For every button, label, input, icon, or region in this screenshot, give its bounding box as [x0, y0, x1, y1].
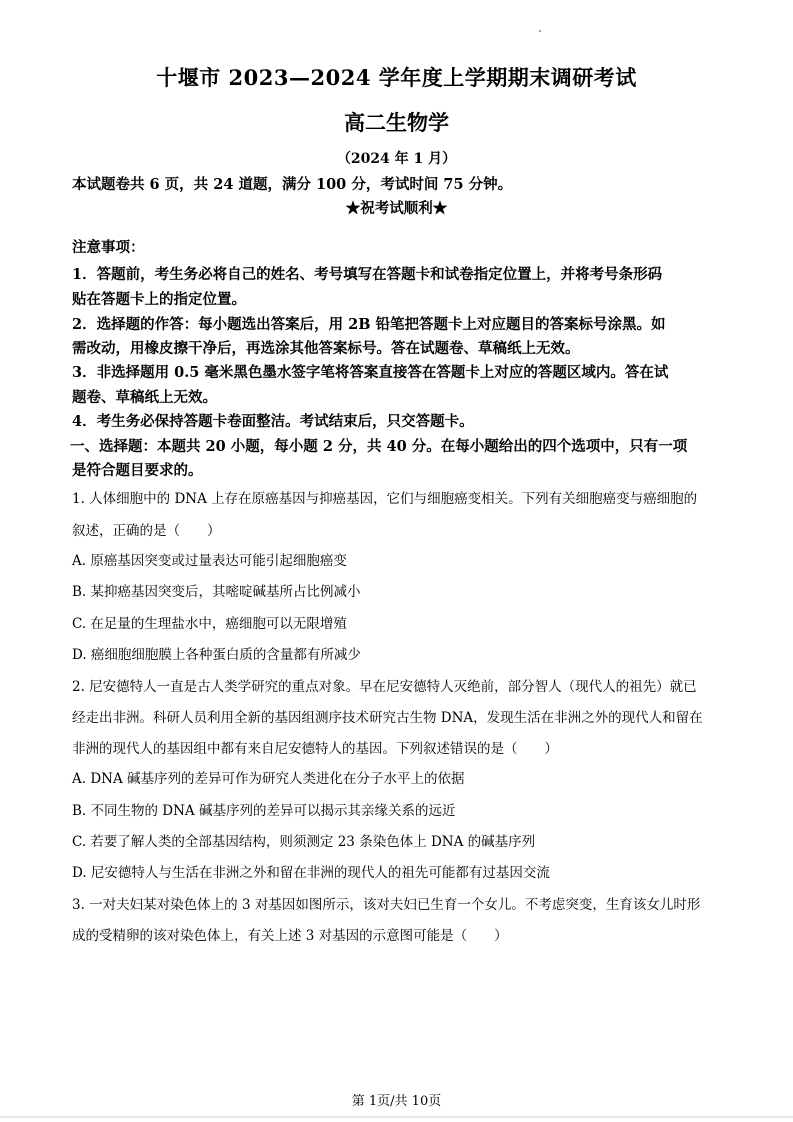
note-line: 3．非选择题用 0.5 毫米黑色墨水签字笔将答案直接答在答题卡上对应的答题区域内。答在试 [72, 364, 669, 381]
notes-heading: 注意事项： [72, 239, 145, 256]
exam-title: 十堰市 2023—2024 学年度上学期期末调研考试 [156, 65, 637, 90]
exam-info: 本试题卷共 6 页，共 24 道题，满分 100 分，考试时间 75 分钟。 [72, 176, 513, 193]
question-1-option-d: D. 癌细胞细胞膜上各种蛋白质的含量都有所减少 [72, 647, 361, 663]
blessing: ★祝考试顺利★ [345, 200, 448, 217]
page-number: 第 1页/共 10页 [351, 1094, 442, 1109]
question-2-stem: 非洲的现代人的基因组中都有来自尼安德特人的基因。下列叙述错误的是（ ） [72, 741, 558, 757]
question-3-stem: 成的受精卵的该对染色体上，有关上述 3 对基因的示意图可能是（ ） [72, 928, 508, 944]
question-2-option-d: D. 尼安德特人与生活在非洲之外和留在非洲的现代人的祖先可能都有过基因交流 [72, 865, 550, 881]
note-line: 2．选择题的作答：每小题选出答案后，用 2B 铅笔把答题卡上对应题目的答案标号涂黑。如 [72, 316, 666, 333]
question-1-option-b: B. 某抑癌基因突变后，其嘧啶碱基所占比例减小 [72, 584, 361, 600]
question-2-option-b: B. 不同生物的 DNA 碱基序列的差异可以揭示其亲缘关系的远近 [72, 803, 456, 819]
question-2-stem: 2. 尼安德特人一直是古人类学研究的重点对象。早在尼安德特人灭绝前，部分智人（现代人的祖先）就已 [72, 679, 697, 695]
question-2-option-c: C. 若要了解人类的全部基因结构，则须测定 23 条染色体上 DNA 的碱基序列 [72, 834, 536, 850]
question-1-stem: 叙述，正确的是（ ） [72, 523, 221, 539]
question-1-stem: 1. 人体细胞中的 DNA 上存在原癌基因与抑癌基因，它们与细胞癌变相关。下列有关细胞癌变与癌细胞的 [72, 491, 698, 507]
footer-divider [0, 1116, 793, 1118]
note-line: 贴在答题卡上的指定位置。 [72, 291, 246, 308]
section-heading: 是符合题目要求的。 [72, 462, 203, 479]
note-line: 1．答题前，考生务必将自己的姓名、考号填写在答题卡和试卷指定位置上，并将考号条形码 [72, 266, 663, 283]
scan-speck [539, 30, 541, 32]
note-line: 需改动，用橡皮擦干净后，再选涂其他答案标号。答在试题卷、草稿纸上无效。 [72, 340, 580, 357]
note-line: 4．考生务必保持答题卡卷面整洁。考试结束后，只交答题卡。 [72, 413, 474, 430]
question-3-stem: 3. 一对夫妇某对染色体上的 3 对基因如图所示，该对夫妇已生育一个女儿。不考虑突变，生育该女儿时形 [72, 897, 701, 913]
exam-date: （2024 年 1 月） [336, 151, 457, 167]
note-line: 题卷、草稿纸上无效。 [72, 389, 217, 406]
question-2-option-a: A. DNA 碱基序列的差异可作为研究人类进化在分子水平上的依据 [72, 771, 465, 787]
question-1-option-a: A. 原癌基因突变或过量表达可能引起细胞癌变 [72, 553, 347, 569]
question-2-stem: 经走出非洲。科研人员利用全新的基因组测序技术研究古生物 DNA，发现生活在非洲之外的现代人和留在 [72, 710, 703, 726]
question-1-option-c: C. 在足量的生理盐水中，癌细胞可以无限增殖 [72, 616, 347, 632]
subject-title: 高二生物学 [344, 110, 449, 135]
section-heading: 一、选择题：本题共 20 小题，每小题 2 分，共 40 分。在每小题给出的四个选项中，只有一项 [70, 438, 688, 455]
